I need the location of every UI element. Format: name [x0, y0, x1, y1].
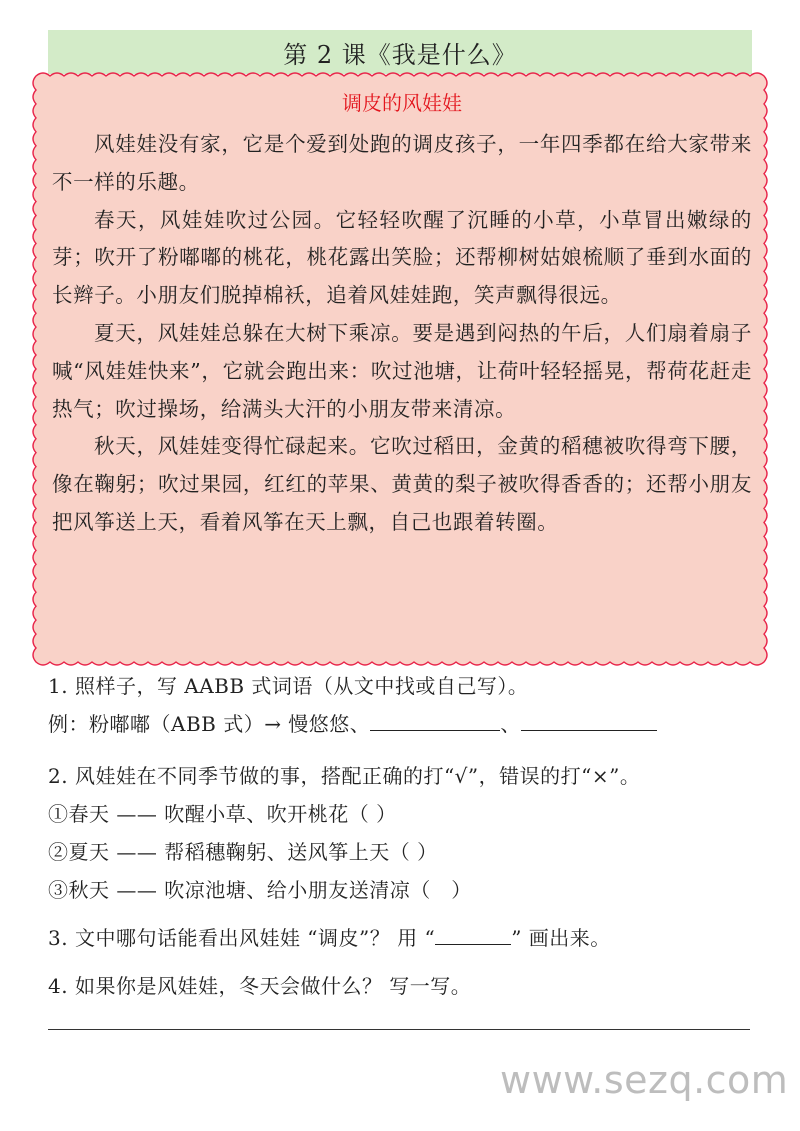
question-2-item-3[interactable]: ③秋天 —— 吹凉池塘、给小朋友送清凉（ ）: [48, 878, 472, 902]
question-1-example-text: 例：粉嘟嘟（ABB 式）→ 慢悠悠、: [48, 712, 371, 736]
passage-paragraph-2: 春天，风娃娃吹过公园。它轻轻吹醒了沉睡的小草，小草冒出嫩绿的芽；吹开了粉嘟嘟的桃花，桃花露出笑脸；还帮柳树姑娘梳顺了垂到水面的长辫子。小朋友们脱掉棉袄，追着风娃娃跑，笑声飘得很远。: [52, 207, 752, 308]
answer-blank-2[interactable]: [521, 710, 657, 731]
passage-paragraph-3: 夏天，风娃娃总躲在大树下乘凉。要是遇到闷热的午后，人们扇着扇子喊“风娃娃快来”，它就会跑出来：吹过池塘，让荷叶轻轻摇晃，帮荷花赶走热气；吹过操场，给满头大汗的小朋友带来清凉。: [52, 320, 752, 421]
question-3: [48, 922, 611, 951]
lesson-title-bar: [48, 30, 752, 74]
passage-paragraph-1: 风娃娃没有家，它是个爱到处跑的调皮孩子，一年四季都在给大家带来不一样的乐趣。: [52, 132, 752, 194]
passage-title: 调皮的风娃娃: [342, 91, 462, 115]
question-3-suffix: ” 画出来。: [511, 926, 611, 950]
question-1-example: [48, 708, 657, 737]
passage-paragraph-4: 秋天，风娃娃变得忙碌起来。它吹过稻田，金黄的稻穗被吹得弯下腰，像在鞠躬；吹过果园，红红的苹果、黄黄的梨子被吹得香香的；还帮小朋友把风筝送上天，看着风筝在天上飘，自己也跟着转圈。: [52, 434, 752, 534]
lesson-title: 第 2 课《我是什么》: [283, 40, 517, 69]
question-1-prompt: 1. 照样子，写 AABB 式词语（从文中找或自己写）。: [48, 674, 529, 698]
watermark: www.sezq.com: [500, 1058, 789, 1102]
reading-passage-box: [32, 72, 768, 666]
question-3-prefix: 3. 文中哪句话能看出风娃娃 “调皮”？ 用 “: [48, 926, 436, 950]
question-4-prompt: 4. 如果你是风娃娃，冬天会做什么？ 写一写。: [48, 974, 472, 998]
question-2-prompt: 2. 风娃娃在不同季节做的事，搭配正确的打“√”，错误的打“×”。: [48, 764, 641, 788]
answer-blank-1[interactable]: [370, 710, 500, 731]
question-2-item-2[interactable]: ②夏天 —— 帮稻穗鞠躬、送风筝上天（ ）: [48, 840, 438, 864]
question-4-answer-line[interactable]: [48, 1029, 750, 1030]
underline-sample: [435, 924, 511, 945]
passage-content: [52, 86, 752, 542]
blank-separator: 、: [500, 712, 521, 736]
question-2-item-1[interactable]: ①春天 —— 吹醒小草、吹开桃花（ ）: [48, 802, 397, 826]
